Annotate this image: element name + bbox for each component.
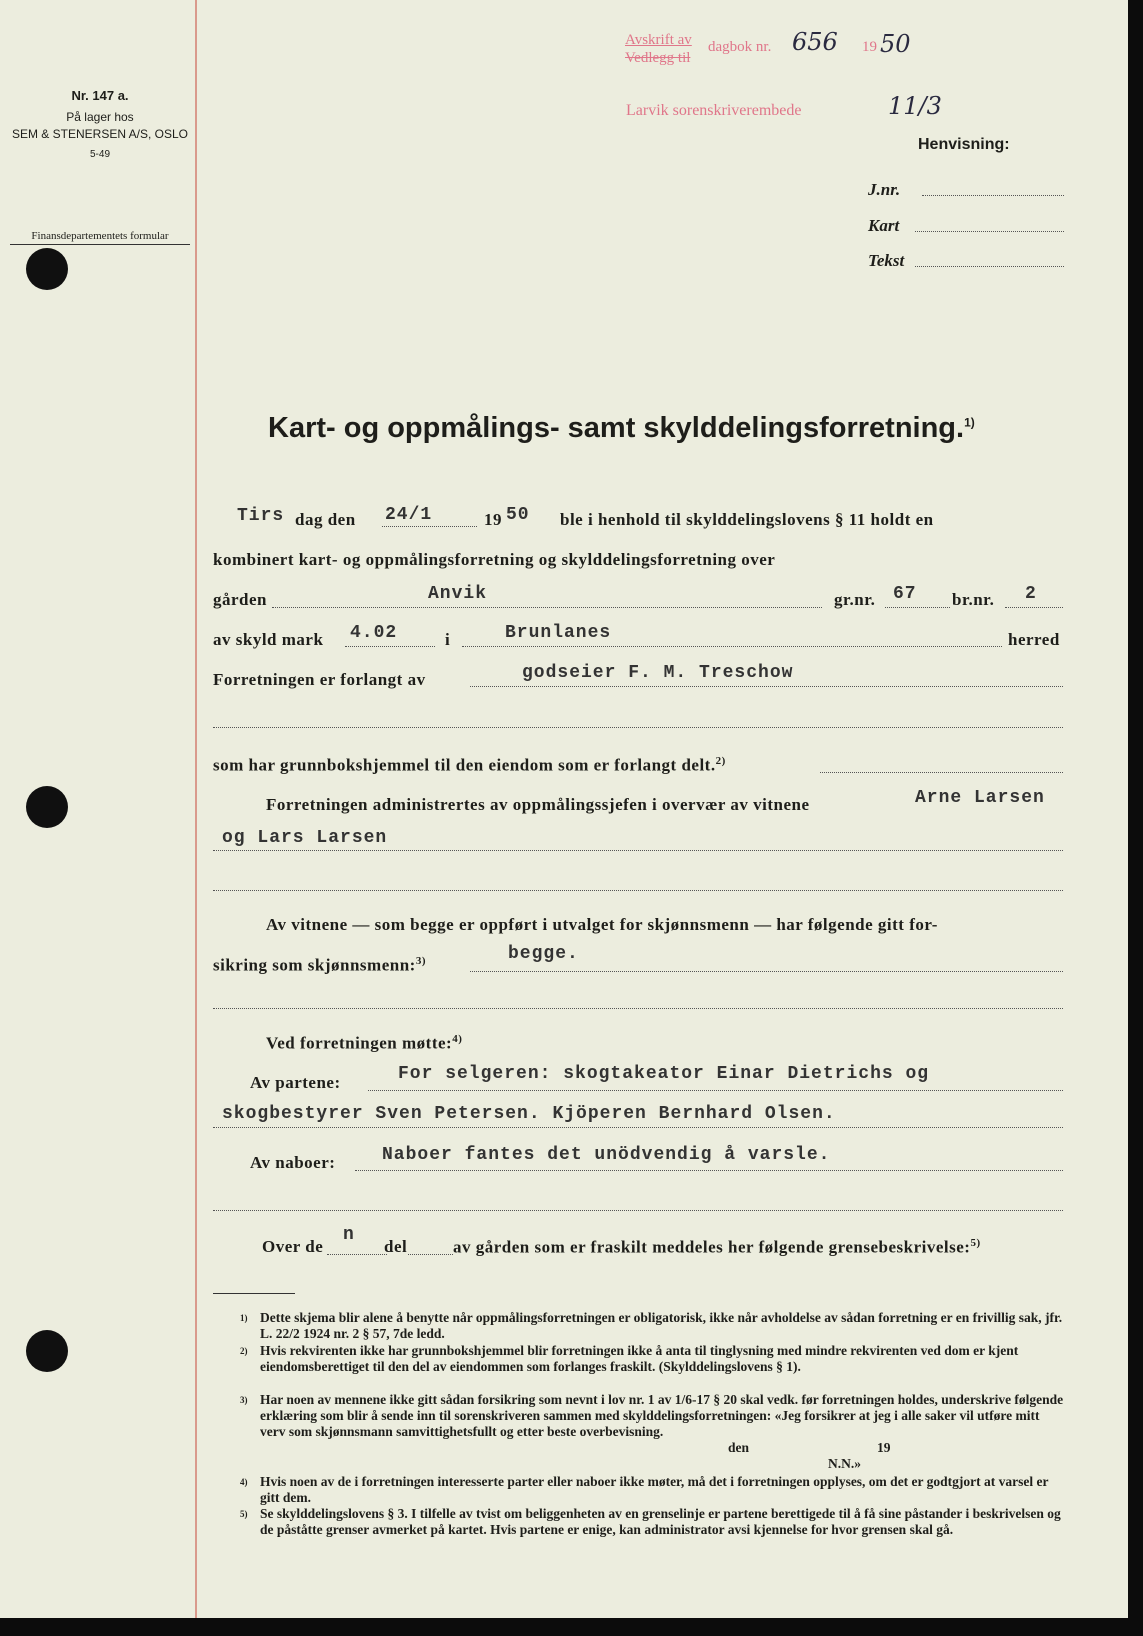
over-value: n [343, 1225, 355, 1245]
naboer-field [355, 1170, 1063, 1171]
footnote-mark: 3) [240, 1395, 248, 1405]
del-label: del [384, 1237, 408, 1256]
footnote-3 [240, 1392, 1065, 1471]
vitner-line2 [213, 955, 426, 976]
hjemmel-label: som har grunnbokshjemmel til den eiendom som er forlangt delt. [213, 755, 716, 775]
date-field [382, 526, 477, 527]
footnote-4 [240, 1474, 1065, 1506]
blank-line [213, 1008, 1063, 1009]
vitner-note: 3) [415, 955, 426, 967]
over-rest-text: av gården som er fraskilt meddeles her følgende grensebeskrivelse: [453, 1237, 971, 1257]
over-rest [453, 1237, 981, 1258]
vitne2-value: og Lars Larsen [222, 828, 388, 848]
year-prefix: 19 [484, 510, 502, 529]
formular-label: Finansdepartementets formular [10, 230, 190, 245]
kart-field [915, 231, 1064, 232]
grnr-value: 67 [893, 584, 917, 604]
skyld-label: av skyld mark [213, 630, 324, 649]
footnote-year: 19 [877, 1440, 891, 1455]
motte-label [266, 1033, 462, 1054]
hjemmel-text [213, 755, 726, 776]
footnote-text: Se skylddelingslovens § 3. I tilfelle av tvist om beliggenheten av en grenselinje er partene berettigede til å få sine påstander i beskrivelsen og de påståtte grenser avmerket på kartet. Hvis partene er enige, kan administrator avsi kjennelse for hvor grensen skal gå. [260, 1506, 1061, 1537]
line2-text: kombinert kart- og oppmålingsforretning og skylddelingsforretning over [213, 550, 776, 569]
vitner-label: sikring som skjønnsmenn: [213, 955, 416, 975]
footnote-mark: 2) [240, 1346, 248, 1356]
i-label: i [445, 630, 451, 649]
footnote-mark: 5) [240, 1509, 248, 1519]
blank-line [213, 1210, 1063, 1211]
line1-text: ble i henhold til skylddelingslovens § 11 holdt en [560, 510, 934, 529]
punch-hole [26, 786, 68, 828]
vitner-field [470, 971, 1063, 972]
garden-value: Anvik [428, 584, 488, 604]
henvisning-title: Henvisning: [918, 136, 1010, 153]
footnote-text: Hvis rekvirenten ikke har grunnbokshjemmel blir forretningen ikke å anta til tinglysning med mindre rekvirenten ved dom er kjent eiendomsberettiget til den del av eiendommen som forlanges fraskilt. (Skylddelingslovens § 1). [260, 1343, 1019, 1374]
motte-text: Ved forretningen møtte: [266, 1033, 453, 1053]
vitner-field [213, 850, 1063, 851]
margin-line [195, 0, 197, 1618]
partene-field [368, 1090, 1063, 1091]
partene-label: Av partene: [250, 1073, 341, 1092]
date-code: 5-49 [89, 149, 110, 160]
naboer-label: Av naboer: [250, 1153, 336, 1172]
punch-hole [26, 1330, 68, 1372]
brnr-value: 2 [1025, 584, 1037, 604]
skyld-value: 4.02 [350, 623, 398, 643]
blank-line [213, 727, 1063, 728]
blank-line [213, 890, 1063, 891]
grnr-label: gr.nr. [834, 590, 876, 609]
forlangt-label: Forretningen er forlangt av [213, 670, 426, 689]
punch-hole [26, 248, 68, 290]
tekst-label: Tekst [868, 251, 905, 270]
footnote-divider [213, 1293, 295, 1294]
stock-line: På lager hos [66, 110, 134, 124]
date-value: 24/1 [385, 505, 433, 525]
stamp-office: Larvik sorenskriverembede [626, 102, 802, 119]
stamp-dagbok: dagbok nr. [708, 39, 772, 55]
hjemmel-field [820, 772, 1063, 773]
footnote-mark: 4) [240, 1477, 248, 1487]
year-value: 50 [506, 505, 530, 525]
partene-field-2 [213, 1127, 1063, 1128]
partene-line1: For selgeren: skogtakeator Einar Dietrichs og [398, 1064, 930, 1084]
dag-den-label: dag den [295, 510, 356, 529]
brnr-field [1005, 607, 1063, 608]
brnr-label: br.nr. [952, 590, 995, 609]
del-field [408, 1254, 453, 1255]
vitner-line1: Av vitnene — som begge er oppført i utvalget for skjønnsmenn — har følgende gitt for- [266, 915, 938, 934]
footnote-1 [240, 1310, 1065, 1342]
admin-label: Forretningen administrertes av oppmålingssjefen i overvær av vitnene [266, 795, 810, 814]
footnote-den: den [728, 1440, 750, 1455]
form-number: Nr. 147 a. [71, 88, 129, 103]
stamp-year-prefix: 19 [862, 39, 877, 55]
title-text: Kart- og oppmålings- samt skylddelingsforretning. [268, 412, 965, 444]
garden-label: gården [213, 590, 267, 609]
herred-value: Brunlanes [505, 623, 612, 643]
footnote-text: Har noen av mennene ikke gitt sådan forsikring som nevnt i lov nr. 1 av 1/6-17 § 20 skal vedk. før forretningen holdes, underskrive følgende erklæring som blir å sende inn til sorenskriveren sammen med skylddelingsforretningen: «Jeg forsikrer at jeg i alle saker vil utføre mitt verv som skjønnsmann samvittighetsfullt og etter beste overbevisning. [260, 1392, 1064, 1439]
stamp-date: 11/3 [888, 92, 942, 120]
kart-label: Kart [868, 216, 900, 235]
title-footnote: 1) [964, 415, 975, 430]
footnote-5 [240, 1506, 1065, 1538]
over-note: 5) [970, 1237, 981, 1249]
naboer-value: Naboer fantes det unödvendig å varsle. [382, 1145, 831, 1165]
vitne1-value: Arne Larsen [915, 788, 1045, 808]
jnr-field [922, 195, 1064, 196]
document-title [268, 412, 975, 445]
stamp-year: 50 [880, 30, 911, 58]
day-value: Tirs [237, 506, 285, 526]
tekst-field [915, 266, 1064, 267]
grnr-field [885, 607, 950, 608]
publisher: SEM & STENERSEN A/S, OSLO [11, 127, 189, 141]
footnote-text: Dette skjema blir alene å benytte når oppmålingsforretningen er obligatorisk, ikke når avholdelse av sådan forretning er en frivillig sak, jfr. L. 22/2 1924 nr. 2 § 57, 7de ledd. [260, 1310, 1063, 1341]
over-de-label: Over de [262, 1237, 324, 1256]
footnote-text: Hvis noen av de i forretningen interesserte parter eller naboer ikke møter, må det i forretningen opplyses, om det er godtgjort at varsel er gitt dem. [260, 1474, 1049, 1505]
jnr-label: J.nr. [868, 180, 901, 199]
partene-line2: skogbestyrer Sven Petersen. Kjöperen Bernhard Olsen. [222, 1104, 836, 1124]
over-field [327, 1254, 387, 1255]
herred-label: herred [1008, 630, 1060, 649]
vitner-value: begge. [508, 944, 579, 964]
herred-field [462, 646, 1002, 647]
motte-note: 4) [452, 1033, 463, 1045]
footnote-nn: N.N.» [828, 1456, 861, 1471]
hjemmel-note: 2) [715, 755, 726, 767]
footnote-mark: 1) [240, 1313, 248, 1323]
footnote-2 [240, 1343, 1065, 1375]
skyld-field [345, 646, 435, 647]
dagbok-number: 656 [792, 28, 838, 56]
stamp-line2: Vedlegg til [625, 50, 691, 66]
forlangt-field [470, 686, 1063, 687]
forlangt-value: godseier F. M. Treschow [522, 663, 794, 683]
stamp-line1: Avskrift av [625, 32, 692, 48]
garden-field [272, 607, 822, 608]
